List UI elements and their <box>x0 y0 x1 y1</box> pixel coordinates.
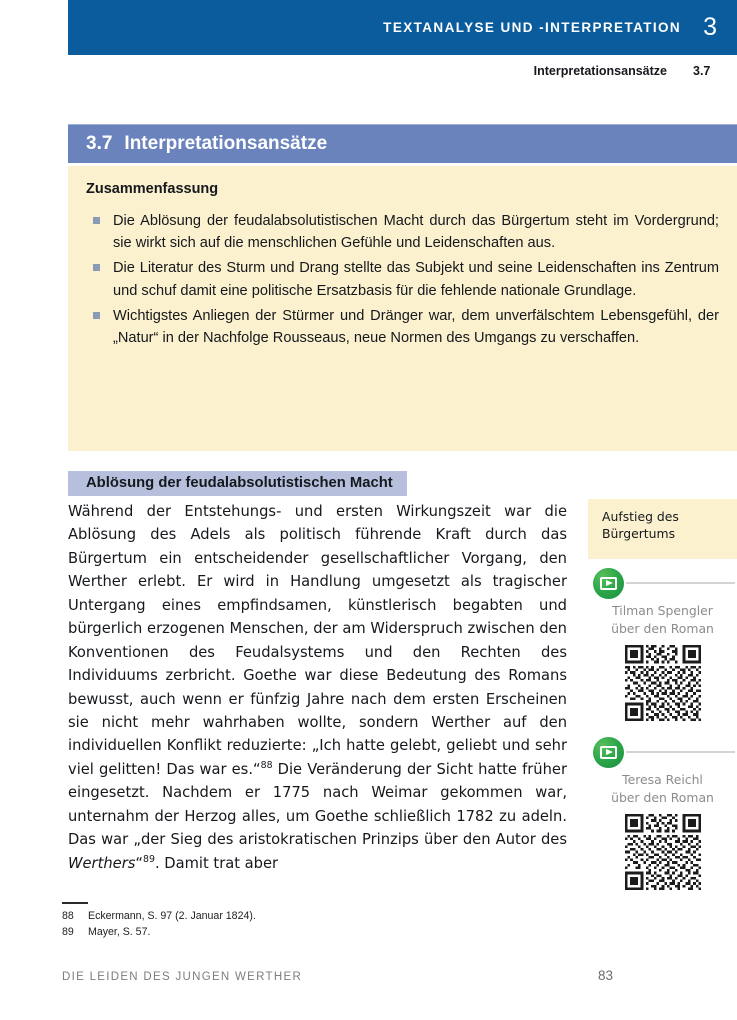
footnote-row <box>62 924 522 940</box>
section-title-bar <box>68 124 737 163</box>
body-text-part-1: Während der Entstehungs- und ersten Wirkungszeit war die Ablösung des Adels als politisch führende Kraft durch das Bürgertum ein entscheidender gesellschaftlicher Vorgang, den Werther erlebt. Er wird in Handlung umgesetzt als tragischer Untergang eines empfindsamen, künstlerisch begabten und bürgerlich erzogenen Menschen, der am Widerspruch zwischen den Konventionen des Feudalsystems und den Rechten des Individuums zerbricht. Goethe war diese Bedeutung des Romans bewusst, auch wenn er fünfzig Jahre nach dem ersten Erscheinen sie nicht mehr wahrhaben wollte, sondern Werther auf den individuellen Konflikt reduzierte: „Ich hatte gelebt, geliebt und sehr viel gelitten! Das war es.“ <box>68 503 567 778</box>
video-play-icon[interactable] <box>593 568 624 599</box>
summary-list <box>86 210 719 349</box>
margin-note: Aufstieg des Bürgertums <box>588 499 737 559</box>
list-item <box>86 305 719 349</box>
media-caption-line-2: über den Roman <box>611 620 714 636</box>
footnote-number: 88 <box>62 910 74 922</box>
play-triangle-shape <box>606 749 613 755</box>
footnote-number: 89 <box>62 926 74 939</box>
running-head <box>68 64 717 78</box>
divider-rule <box>626 751 735 753</box>
body-paragraph <box>68 500 567 875</box>
media-header <box>588 566 737 600</box>
media-caption-line-1: Teresa Reichl <box>622 772 703 787</box>
body-text-part-3: “ <box>135 854 144 872</box>
footnotes <box>62 908 522 940</box>
running-head-title: Interpretationsansätze <box>533 64 667 78</box>
video-play-icon[interactable] <box>593 737 624 768</box>
divider-rule <box>626 582 735 584</box>
media-caption <box>588 602 737 637</box>
media-item-2[interactable] <box>588 735 737 890</box>
italic-title-werthers: Werthers <box>68 854 136 872</box>
media-caption <box>588 771 737 806</box>
media-caption-line-2: über den Roman <box>611 789 714 805</box>
summary-heading: Zusammenfassung <box>86 181 219 197</box>
summary-item-text: Die Literatur des Sturm und Drang stellte das Subjekt und seine Leidenschaften ins Zentrum und schuf damit eine politische Ersatzbasis für die fehlende nationale Grundlage. <box>113 260 719 299</box>
qr-code-icon[interactable] <box>625 645 701 721</box>
body-subheading: Ablösung der feudalabsolutistischen Macht <box>68 471 407 496</box>
list-item <box>86 257 719 301</box>
summary-item-text: Die Ablösung der feudalabsolutistischen Macht durch das Bürgertum steht im Vordergrund; sie wirkt sich auf die menschlichen Gefühle und Leidenschaften aus. <box>113 213 719 252</box>
footnote-separator-rule <box>62 902 88 904</box>
body-text-part-4: . Damit trat aber <box>154 854 279 872</box>
media-item-1[interactable] <box>588 566 737 721</box>
footnote-ref-89: 89 <box>143 853 155 865</box>
list-item <box>86 210 719 254</box>
footnote-row <box>62 908 522 924</box>
footer-book-title: DIE LEIDEN DES JUNGEN WERTHER <box>62 971 303 983</box>
qr-code-icon[interactable] <box>625 814 701 890</box>
page-footer <box>62 968 675 983</box>
chapter-number: 3 <box>703 13 717 41</box>
summary-box <box>68 166 737 451</box>
media-header <box>588 735 737 769</box>
square-bullet-icon <box>93 217 100 224</box>
chapter-banner <box>68 0 737 55</box>
footnote-text: Mayer, S. 57. <box>88 926 151 939</box>
running-head-number: 3.7 <box>693 64 711 78</box>
footnote-text: Eckermann, S. 97 (2. Januar 1824). <box>88 910 256 922</box>
summary-item-text: Wichtigstes Anliegen der Stürmer und Dränger war, dem unverfälschtem Lebensgefühl, der „Natur“ in der Nachfolge Rousseaus, neue Normen des Umgangs zu verschaffen. <box>113 307 719 346</box>
footer-page-number: 83 <box>597 968 613 983</box>
body-text-part-2: Die Veränderung der Sicht hatte früher eingesetzt. Nachdem er 1775 nach Weimar gekommen war, unternahm der Herzog alles, um Goethe schließlich 1782 zu adeln. Das war „der Sieg des aristokratischen Prinzips über den Autor des <box>68 760 567 849</box>
section-title: Interpretationsansätze <box>124 133 328 154</box>
media-caption-line-1: Tilman Spengler <box>612 603 713 618</box>
square-bullet-icon <box>93 264 100 271</box>
chapter-banner-title: TEXTANALYSE UND -INTERPRETATION <box>383 20 682 35</box>
section-number: 3.7 <box>86 133 113 154</box>
play-triangle-shape <box>606 580 613 586</box>
square-bullet-icon <box>93 312 100 319</box>
footnote-ref-88: 88 <box>260 759 273 771</box>
